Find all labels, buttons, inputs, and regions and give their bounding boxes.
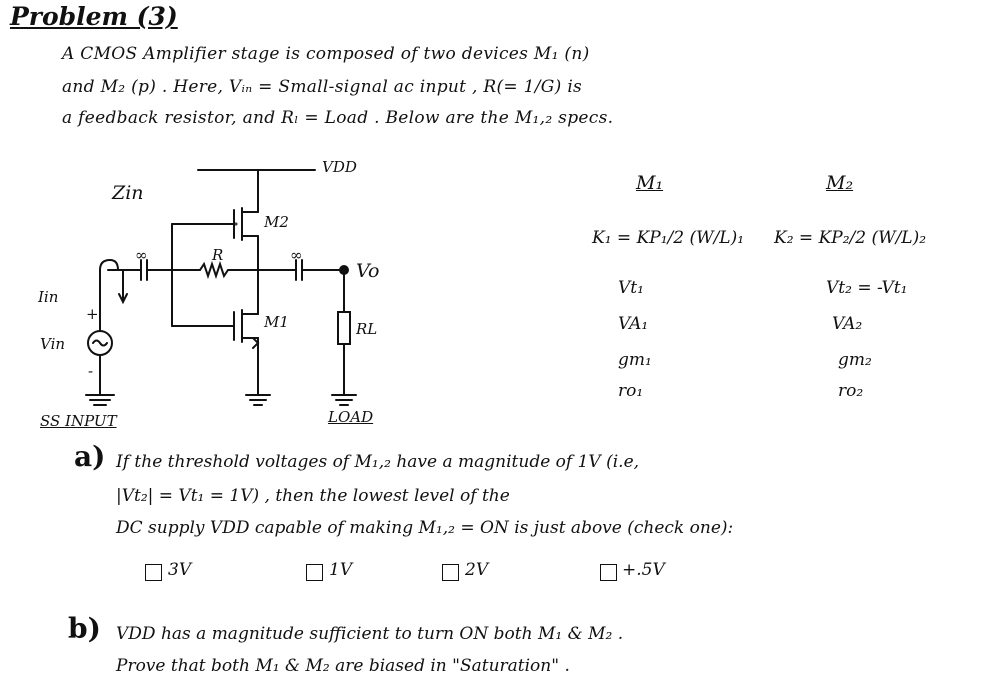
- part-a-line-2: |Vt₂| = Vt₁ = 1V) , then the lowest level of the: [116, 486, 510, 506]
- part-a-line-1: If the threshold voltages of M₁,₂ have a magnitude of 1V (i.e,: [116, 452, 640, 472]
- part-a-label: a): [74, 440, 106, 473]
- resistor-r: [172, 264, 258, 276]
- part-b-line-1: VDD has a magnitude sufficient to turn ON both M₁ & M₂ .: [116, 624, 624, 644]
- intro-line-2: and M₂ (p) . Here, Vᵢₙ = Small-signal ac input , R(= 1/G) is: [62, 77, 583, 97]
- vo-node: [340, 266, 348, 274]
- option-05v-label: +.5V: [622, 560, 665, 580]
- m1-spec-va: VA₁: [618, 314, 649, 334]
- vo-label: Vo: [356, 260, 380, 282]
- problem-title: Problem (3): [10, 2, 178, 31]
- minus-label: -: [88, 362, 94, 380]
- zin-label: Zin: [112, 182, 144, 204]
- m2-spec-ro: ro₂: [838, 381, 864, 401]
- r-label: R: [212, 246, 224, 264]
- plus-label: +: [86, 305, 99, 323]
- cap-left-label: ∞: [135, 246, 148, 264]
- m2-spec-va: VA₂: [832, 314, 863, 334]
- m2-spec-vt: Vt₂ = -Vt₁: [826, 278, 908, 298]
- m1-label: M1: [264, 313, 289, 331]
- vdd-label: VDD: [322, 158, 357, 176]
- option-2v-label: 2V: [465, 560, 489, 580]
- m1-spec-gm: gm₁: [618, 350, 652, 370]
- iin-label: Iin: [38, 288, 59, 306]
- load-label: LOAD: [328, 408, 374, 426]
- checkbox-1v[interactable]: [306, 564, 323, 581]
- m2-spec-gm: gm₂: [838, 350, 872, 370]
- option-1v-label: 1V: [329, 560, 353, 580]
- ss-input-label: SS INPUT: [40, 412, 117, 430]
- m1-spec-ro: ro₁: [618, 381, 644, 401]
- m1-spec-vt: Vt₁: [618, 278, 644, 298]
- rl-label: RL: [356, 320, 378, 338]
- option-3v-label: 3V: [168, 560, 192, 580]
- intro-line-3: a feedback resistor, and Rₗ = Load . Below are the M₁,₂ specs.: [62, 108, 614, 128]
- checkbox-05v[interactable]: [600, 564, 617, 581]
- m2-header: M₂: [826, 172, 854, 194]
- cap-right-label: ∞: [290, 246, 303, 264]
- part-a-line-3: DC supply VDD capable of making M₁,₂ = ON is just above (check one):: [116, 518, 734, 538]
- m1-header: M₁: [636, 172, 664, 194]
- checkbox-3v[interactable]: [145, 564, 162, 581]
- checkbox-2v[interactable]: [442, 564, 459, 581]
- m2-spec-k: K₂ = KP₂/2 (W/L)₂: [774, 228, 927, 248]
- m1-spec-k: K₁ = KP₁/2 (W/L)₁: [592, 228, 745, 248]
- part-b-label: b): [68, 612, 101, 645]
- intro-line-1: A CMOS Amplifier stage is composed of two devices M₁ (n): [62, 44, 590, 64]
- vin-label: Vin: [40, 335, 66, 353]
- load-resistor: [338, 312, 350, 344]
- part-b-line-2: Prove that both M₁ & M₂ are biased in "Saturation" .: [116, 656, 570, 676]
- m2-label: M2: [264, 213, 289, 231]
